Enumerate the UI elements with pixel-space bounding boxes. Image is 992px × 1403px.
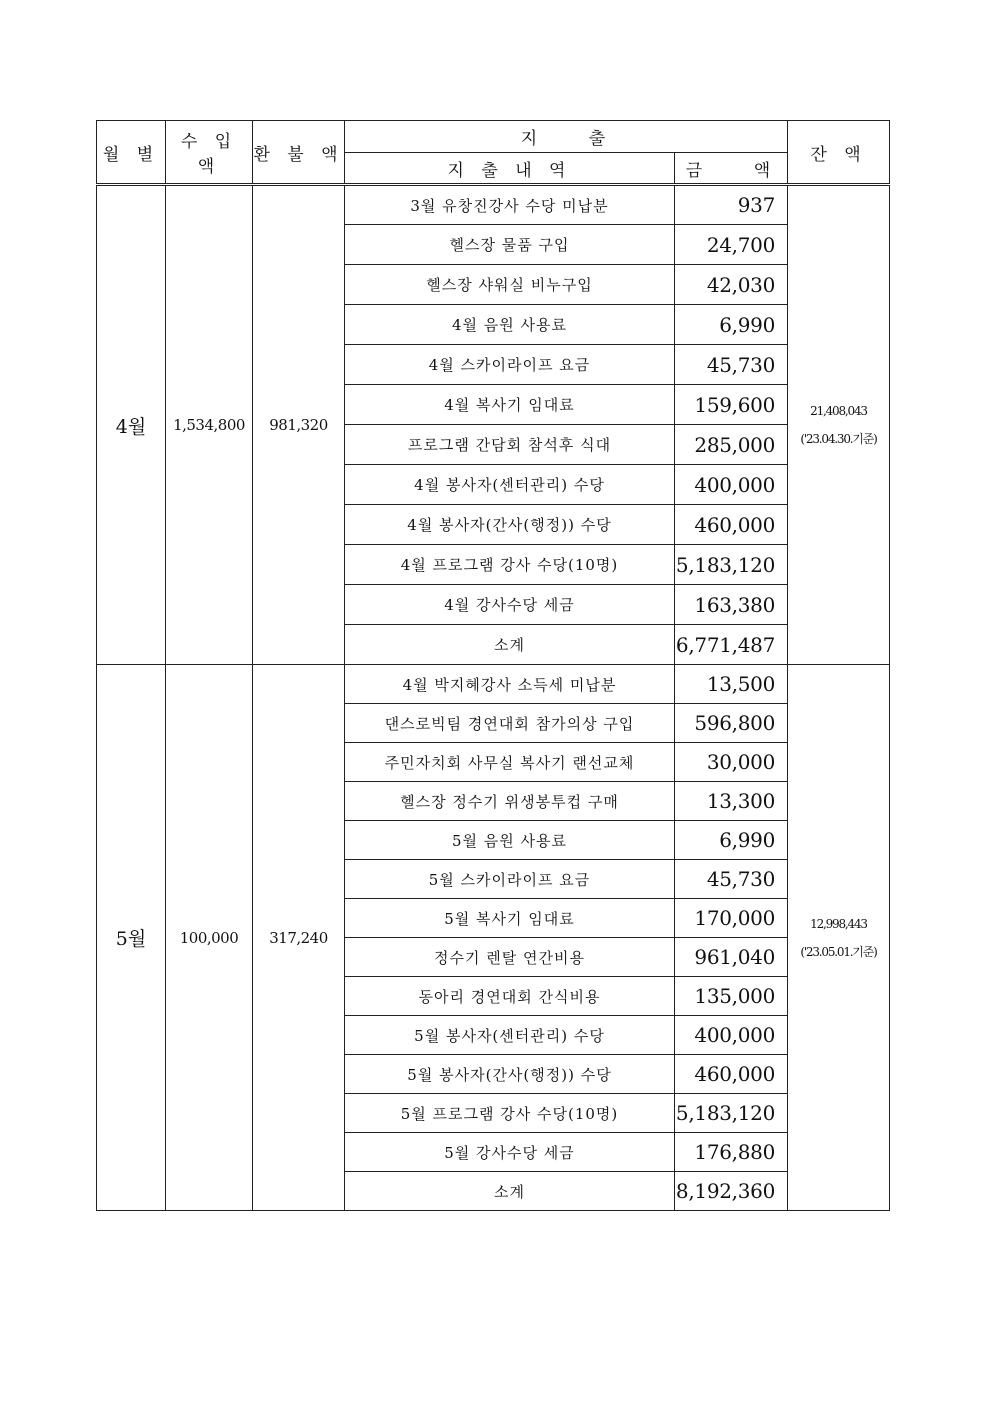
header-balance: 잔 액	[788, 121, 890, 185]
expense-desc: 5월 봉사자(간사(행정)) 수당	[345, 1055, 675, 1094]
expense-amount: 170,000	[675, 899, 788, 938]
expense-desc: 5월 프로그램 강사 수당(10명)	[345, 1094, 675, 1133]
expense-amount: 6,990	[675, 821, 788, 860]
expense-desc: 댄스로빅팀 경연대회 참가의상 구입	[345, 704, 675, 743]
may-balance-cell	[788, 665, 890, 1211]
expense-desc: 4월 음원 사용료	[345, 305, 675, 345]
expense-amount: 163,380	[675, 585, 788, 625]
header-income: 수 입 액	[166, 121, 253, 185]
may-section	[97, 665, 890, 1211]
expense-desc: 5월 봉사자(센터관리) 수당	[345, 1016, 675, 1055]
expense-desc: 헬스장 정수기 위생봉투컵 구매	[345, 782, 675, 821]
expense-amount: 460,000	[675, 505, 788, 545]
expense-amount: 45,730	[675, 860, 788, 899]
may-balance-note: ('23.05.01.기준)	[800, 944, 877, 959]
april-section	[97, 185, 890, 665]
expense-amount: 13,300	[675, 782, 788, 821]
table-header	[97, 121, 890, 185]
expense-desc: 4월 스카이라이프 요금	[345, 345, 675, 385]
expense-desc: 4월 봉사자(센터관리) 수당	[345, 465, 675, 505]
expense-desc: 4월 봉사자(간사(행정)) 수당	[345, 505, 675, 545]
header-amount: 금 액	[675, 153, 788, 185]
april-balance-cell	[788, 185, 890, 665]
expense-amount: 937	[675, 185, 788, 225]
subtotal-label: 소계	[345, 625, 675, 665]
header-refund: 환 불 액	[253, 121, 345, 185]
expense-amount: 460,000	[675, 1055, 788, 1094]
expense-desc: 4월 박지혜강사 소득세 미납분	[345, 665, 675, 704]
table-row	[97, 185, 890, 225]
subtotal-label: 소계	[345, 1172, 675, 1211]
may-income: 100,000	[166, 665, 253, 1211]
expense-amount: 135,000	[675, 977, 788, 1016]
expense-desc: 4월 프로그램 강사 수당(10명)	[345, 545, 675, 585]
expense-amount: 45,730	[675, 345, 788, 385]
april-refund: 981,320	[253, 185, 345, 665]
expense-desc: 프로그램 간담회 참석후 식대	[345, 425, 675, 465]
april-income: 1,534,800	[166, 185, 253, 665]
expense-desc: 4월 복사기 임대료	[345, 385, 675, 425]
header-expense-detail: 지 출 내 역	[345, 153, 675, 185]
table-row	[97, 665, 890, 704]
expense-desc: 4월 강사수당 세금	[345, 585, 675, 625]
subtotal-amount: 6,771,487	[675, 625, 788, 665]
april-month: 4월	[97, 185, 166, 665]
expense-desc: 정수기 렌탈 연간비용	[345, 938, 675, 977]
april-balance-note: ('23.04.30.기준)	[800, 432, 877, 446]
expense-amount: 961,040	[675, 938, 788, 977]
expense-amount: 400,000	[675, 465, 788, 505]
expense-desc: 동아리 경연대회 간식비용	[345, 977, 675, 1016]
may-month: 5월	[97, 665, 166, 1211]
subtotal-amount: 8,192,360	[675, 1172, 788, 1211]
expense-amount: 30,000	[675, 743, 788, 782]
expense-desc: 3월 유창진강사 수당 미납분	[345, 185, 675, 225]
expense-amount: 159,600	[675, 385, 788, 425]
expense-amount: 176,880	[675, 1133, 788, 1172]
expense-amount: 5,183,120	[675, 1094, 788, 1133]
expense-desc: 5월 스카이라이프 요금	[345, 860, 675, 899]
expense-amount: 285,000	[675, 425, 788, 465]
expense-amount: 24,700	[675, 225, 788, 265]
expense-amount: 6,990	[675, 305, 788, 345]
expense-desc: 주민자치회 사무실 복사기 랜선교체	[345, 743, 675, 782]
header-expense: 지 출	[345, 121, 788, 153]
expense-desc: 5월 강사수당 세금	[345, 1133, 675, 1172]
expense-desc: 5월 음원 사용료	[345, 821, 675, 860]
ledger-table	[96, 120, 890, 1211]
expense-amount: 400,000	[675, 1016, 788, 1055]
header-month: 월 별	[97, 121, 166, 185]
expense-amount: 5,183,120	[675, 545, 788, 585]
expense-desc: 헬스장 물품 구입	[345, 225, 675, 265]
april-balance: 21,408,043	[810, 404, 867, 418]
may-refund: 317,240	[253, 665, 345, 1211]
expense-amount: 596,800	[675, 704, 788, 743]
expense-desc: 헬스장 샤워실 비누구입	[345, 265, 675, 305]
expense-desc: 5월 복사기 임대료	[345, 899, 675, 938]
expense-amount: 42,030	[675, 265, 788, 305]
may-balance: 12,998,443	[810, 916, 867, 931]
expense-amount: 13,500	[675, 665, 788, 704]
